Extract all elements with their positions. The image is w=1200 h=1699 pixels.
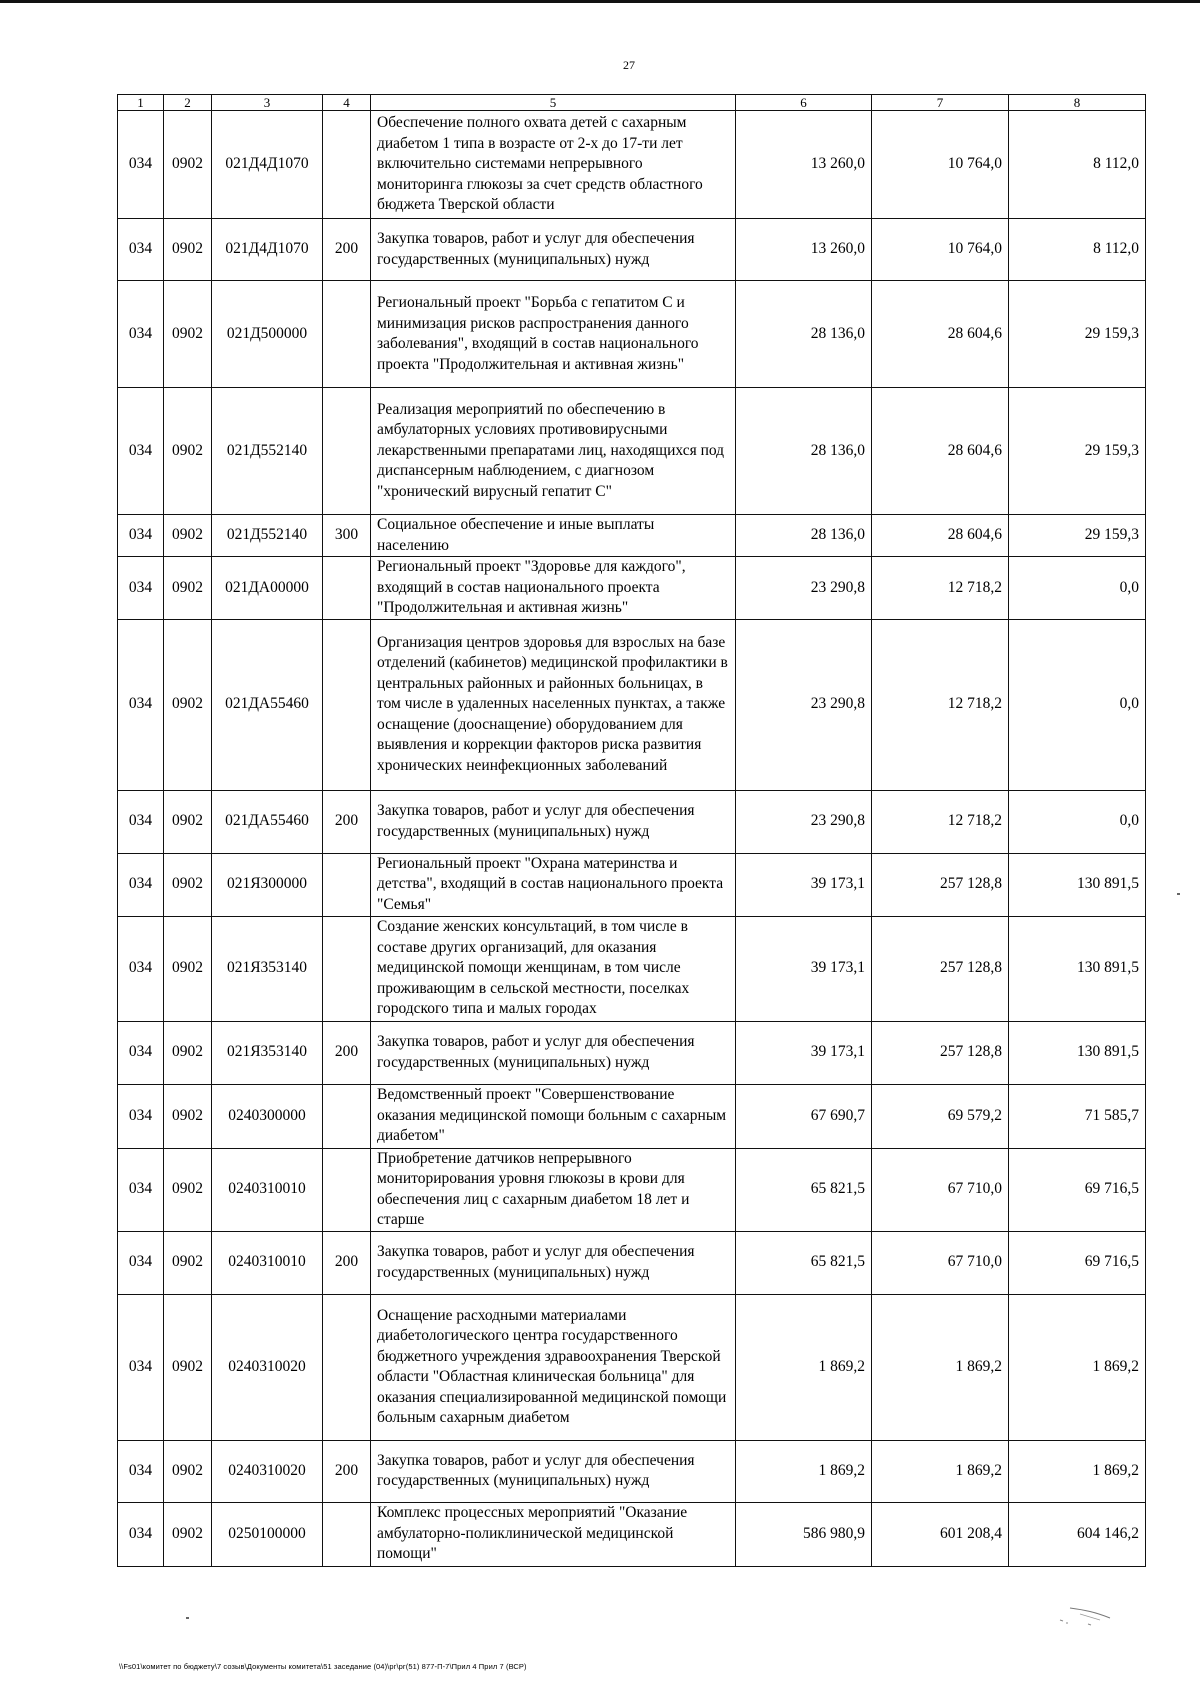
cell-section-code: 034 bbox=[118, 790, 164, 853]
cell-subsection-code: 0902 bbox=[164, 557, 212, 620]
cell-amount-col8: 130 891,5 bbox=[1009, 916, 1146, 1021]
cell-amount-col6: 28 136,0 bbox=[736, 388, 872, 515]
cell-amount-col6: 23 290,8 bbox=[736, 790, 872, 853]
cell-expense-type: 200 bbox=[323, 790, 371, 853]
cell-section-code: 034 bbox=[118, 557, 164, 620]
cell-target-article: 0240310020 bbox=[212, 1440, 323, 1502]
cell-subsection-code: 0902 bbox=[164, 619, 212, 790]
cell-section-code: 034 bbox=[118, 916, 164, 1021]
table-row bbox=[118, 1021, 1146, 1084]
cell-description: Ведомственный проект "Совершенствование оказания медицинской помощи больным с сахарным диабетом" bbox=[371, 1084, 736, 1148]
cell-description: Социальное обеспечение и иные выплаты населению bbox=[371, 515, 736, 557]
cell-expense-type bbox=[323, 1084, 371, 1148]
cell-amount-col8: 29 159,3 bbox=[1009, 515, 1146, 557]
cell-expense-type bbox=[323, 1294, 371, 1440]
cell-expense-type: 200 bbox=[323, 1440, 371, 1502]
cell-amount-col6: 65 821,5 bbox=[736, 1148, 872, 1231]
cell-amount-col7: 10 764,0 bbox=[872, 111, 1009, 219]
table-row bbox=[118, 1231, 1146, 1294]
cell-description: Закупка товаров, работ и услуг для обеспечения государственных (муниципальных) нужд bbox=[371, 790, 736, 853]
cell-amount-col7: 12 718,2 bbox=[872, 619, 1009, 790]
cell-subsection-code: 0902 bbox=[164, 1502, 212, 1566]
table-row bbox=[118, 790, 1146, 853]
cell-amount-col7: 69 579,2 bbox=[872, 1084, 1009, 1148]
column-number-row bbox=[118, 95, 1146, 111]
cell-subsection-code: 0902 bbox=[164, 1148, 212, 1231]
budget-table bbox=[117, 94, 1146, 1567]
cell-section-code: 034 bbox=[118, 515, 164, 557]
cell-description: Организация центров здоровья для взрослых на базе отделений (кабинетов) медицинской профилактики в центральных районных и районных больницах, в том числе в удаленных населенных пунктах, а также оснащение (дооснащение) оборудованием для выявления и коррекции факторов риска развития хронических неинфекционных заболеваний bbox=[371, 619, 736, 790]
cell-subsection-code: 0902 bbox=[164, 219, 212, 281]
cell-subsection-code: 0902 bbox=[164, 853, 212, 916]
cell-target-article: 021Д552140 bbox=[212, 515, 323, 557]
cell-expense-type: 200 bbox=[323, 1231, 371, 1294]
cell-amount-col8: 0,0 bbox=[1009, 557, 1146, 620]
cell-expense-type bbox=[323, 1148, 371, 1231]
cell-amount-col6: 586 980,9 bbox=[736, 1502, 872, 1566]
cell-target-article: 0240300000 bbox=[212, 1084, 323, 1148]
cell-amount-col6: 67 690,7 bbox=[736, 1084, 872, 1148]
cell-section-code: 034 bbox=[118, 1231, 164, 1294]
cell-section-code: 034 bbox=[118, 1021, 164, 1084]
cell-section-code: 034 bbox=[118, 619, 164, 790]
cell-target-article: 021Я353140 bbox=[212, 916, 323, 1021]
cell-description: Закупка товаров, работ и услуг для обеспечения государственных (муниципальных) нужд bbox=[371, 1231, 736, 1294]
cell-expense-type: 200 bbox=[323, 219, 371, 281]
table-row bbox=[118, 388, 1146, 515]
column-header: 3 bbox=[212, 95, 323, 111]
cell-expense-type bbox=[323, 853, 371, 916]
column-header: 6 bbox=[736, 95, 872, 111]
cell-subsection-code: 0902 bbox=[164, 1231, 212, 1294]
cell-expense-type: 200 bbox=[323, 1021, 371, 1084]
cell-amount-col8: 130 891,5 bbox=[1009, 853, 1146, 916]
cell-amount-col7: 12 718,2 bbox=[872, 790, 1009, 853]
cell-expense-type bbox=[323, 281, 371, 388]
cell-target-article: 021Д4Д1070 bbox=[212, 111, 323, 219]
cell-expense-type bbox=[323, 557, 371, 620]
cell-amount-col6: 65 821,5 bbox=[736, 1231, 872, 1294]
cell-amount-col7: 28 604,6 bbox=[872, 281, 1009, 388]
cell-target-article: 0240310010 bbox=[212, 1148, 323, 1231]
cell-amount-col6: 13 260,0 bbox=[736, 219, 872, 281]
table-row bbox=[118, 1084, 1146, 1148]
cell-amount-col6: 28 136,0 bbox=[736, 515, 872, 557]
cell-amount-col8: 1 869,2 bbox=[1009, 1440, 1146, 1502]
cell-description: Реализация мероприятий по обеспечению в амбулаторных условиях противовирусными лекарственными препаратами лиц, находящихся под диспансерным наблюдением, с диагнозом "хронический вирусный гепатит С" bbox=[371, 388, 736, 515]
cell-amount-col7: 257 128,8 bbox=[872, 853, 1009, 916]
column-header: 4 bbox=[323, 95, 371, 111]
column-header: 1 bbox=[118, 95, 164, 111]
cell-subsection-code: 0902 bbox=[164, 281, 212, 388]
table-row bbox=[118, 515, 1146, 557]
cell-subsection-code: 0902 bbox=[164, 1294, 212, 1440]
scan-speck bbox=[1177, 893, 1180, 895]
table-row bbox=[118, 1502, 1146, 1566]
cell-subsection-code: 0902 bbox=[164, 1021, 212, 1084]
table-row bbox=[118, 1294, 1146, 1440]
cell-target-article: 021ДА55460 bbox=[212, 790, 323, 853]
cell-amount-col6: 39 173,1 bbox=[736, 1021, 872, 1084]
cell-subsection-code: 0902 bbox=[164, 111, 212, 219]
cell-subsection-code: 0902 bbox=[164, 916, 212, 1021]
cell-amount-col6: 1 869,2 bbox=[736, 1440, 872, 1502]
cell-target-article: 021Д4Д1070 bbox=[212, 219, 323, 281]
cell-description: Создание женских консультаций, в том числе в составе других организаций, для оказания медицинской помощи женщинам, в том числе проживающим в сельской местности, поселках городского типа и малых городах bbox=[371, 916, 736, 1021]
cell-amount-col8: 604 146,2 bbox=[1009, 1502, 1146, 1566]
table-row bbox=[118, 853, 1146, 916]
cell-section-code: 034 bbox=[118, 1084, 164, 1148]
cell-expense-type bbox=[323, 916, 371, 1021]
cell-amount-col8: 1 869,2 bbox=[1009, 1294, 1146, 1440]
column-header: 7 bbox=[872, 95, 1009, 111]
column-header: 5 bbox=[371, 95, 736, 111]
cell-amount-col7: 12 718,2 bbox=[872, 557, 1009, 620]
cell-amount-col6: 23 290,8 bbox=[736, 619, 872, 790]
cell-amount-col6: 39 173,1 bbox=[736, 853, 872, 916]
handwritten-mark bbox=[1040, 1590, 1130, 1630]
cell-target-article: 021ДА00000 bbox=[212, 557, 323, 620]
cell-amount-col8: 0,0 bbox=[1009, 619, 1146, 790]
cell-section-code: 034 bbox=[118, 1148, 164, 1231]
cell-target-article: 021Я300000 bbox=[212, 853, 323, 916]
column-header: 8 bbox=[1009, 95, 1146, 111]
cell-target-article: 021Д500000 bbox=[212, 281, 323, 388]
cell-subsection-code: 0902 bbox=[164, 1084, 212, 1148]
cell-description: Закупка товаров, работ и услуг для обеспечения государственных (муниципальных) нужд bbox=[371, 219, 736, 281]
table-row bbox=[118, 111, 1146, 219]
cell-expense-type: 300 bbox=[323, 515, 371, 557]
cell-amount-col6: 13 260,0 bbox=[736, 111, 872, 219]
cell-description: Комплекс процессных мероприятий "Оказание амбулаторно-поликлинической медицинской помощи" bbox=[371, 1502, 736, 1566]
cell-description: Приобретение датчиков непрерывного мониторирования уровня глюкозы в крови для обеспечения лиц с сахарным диабетом 18 лет и старше bbox=[371, 1148, 736, 1231]
cell-amount-col7: 1 869,2 bbox=[872, 1440, 1009, 1502]
table-row bbox=[118, 219, 1146, 281]
cell-description: Региональный проект "Здоровье для каждого", входящий в состав национального проекта "Продолжительная и активная жизнь" bbox=[371, 557, 736, 620]
cell-amount-col7: 1 869,2 bbox=[872, 1294, 1009, 1440]
cell-amount-col7: 601 208,4 bbox=[872, 1502, 1009, 1566]
column-header: 2 bbox=[164, 95, 212, 111]
cell-amount-col6: 1 869,2 bbox=[736, 1294, 872, 1440]
table-row bbox=[118, 557, 1146, 620]
cell-target-article: 021Д552140 bbox=[212, 388, 323, 515]
cell-amount-col8: 8 112,0 bbox=[1009, 219, 1146, 281]
cell-section-code: 034 bbox=[118, 1294, 164, 1440]
cell-amount-col6: 23 290,8 bbox=[736, 557, 872, 620]
cell-amount-col7: 257 128,8 bbox=[872, 916, 1009, 1021]
cell-amount-col8: 29 159,3 bbox=[1009, 388, 1146, 515]
table-row bbox=[118, 281, 1146, 388]
cell-amount-col8: 130 891,5 bbox=[1009, 1021, 1146, 1084]
cell-amount-col7: 10 764,0 bbox=[872, 219, 1009, 281]
table-row bbox=[118, 1440, 1146, 1502]
scan-top-edge bbox=[0, 0, 1200, 3]
cell-expense-type bbox=[323, 1502, 371, 1566]
cell-target-article: 021ДА55460 bbox=[212, 619, 323, 790]
cell-target-article: 021Я353140 bbox=[212, 1021, 323, 1084]
cell-amount-col8: 29 159,3 bbox=[1009, 281, 1146, 388]
page-number: 27 bbox=[623, 58, 635, 72]
cell-amount-col7: 67 710,0 bbox=[872, 1148, 1009, 1231]
cell-amount-col7: 67 710,0 bbox=[872, 1231, 1009, 1294]
cell-expense-type bbox=[323, 111, 371, 219]
cell-description: Региональный проект "Борьба с гепатитом С и минимизация рисков распространения данного заболевания", входящий в состав национального проекта "Продолжительная и активная жизнь" bbox=[371, 281, 736, 388]
cell-description: Обеспечение полного охвата детей с сахарным диабетом 1 типа в возрасте от 2-х до 17-ти лет включительно системами непрерывного мониторинга глюкозы за счет средств областного бюджета Тверской области bbox=[371, 111, 736, 219]
cell-amount-col7: 257 128,8 bbox=[872, 1021, 1009, 1084]
cell-description: Региональный проект "Охрана материнства и детства", входящий в состав национального проекта "Семья" bbox=[371, 853, 736, 916]
cell-description: Закупка товаров, работ и услуг для обеспечения государственных (муниципальных) нужд bbox=[371, 1021, 736, 1084]
cell-amount-col8: 8 112,0 bbox=[1009, 111, 1146, 219]
table-body bbox=[118, 111, 1146, 1567]
cell-amount-col8: 0,0 bbox=[1009, 790, 1146, 853]
cell-section-code: 034 bbox=[118, 111, 164, 219]
cell-target-article: 0240310010 bbox=[212, 1231, 323, 1294]
cell-description: Оснащение расходными материалами диабетологического центра государственного бюджетного учреждения здравоохранения Тверской области "Областная клиническая больница" для оказания специализированной медицинской помощи больным сахарным диабетом bbox=[371, 1294, 736, 1440]
cell-subsection-code: 0902 bbox=[164, 790, 212, 853]
cell-section-code: 034 bbox=[118, 1502, 164, 1566]
table-row bbox=[118, 1148, 1146, 1231]
cell-amount-col8: 71 585,7 bbox=[1009, 1084, 1146, 1148]
cell-section-code: 034 bbox=[118, 388, 164, 515]
cell-section-code: 034 bbox=[118, 1440, 164, 1502]
file-path-footer: \\Fs01\комитет по бюджету\7 созыв\Документы комитета\51 заседание (04)\рг\рг(51) 877-П-7\Прил 4 Прил 7 (ВСР) bbox=[119, 1662, 527, 1671]
cell-target-article: 0250100000 bbox=[212, 1502, 323, 1566]
cell-amount-col6: 39 173,1 bbox=[736, 916, 872, 1021]
cell-amount-col7: 28 604,6 bbox=[872, 515, 1009, 557]
cell-amount-col8: 69 716,5 bbox=[1009, 1148, 1146, 1231]
cell-expense-type bbox=[323, 388, 371, 515]
cell-description: Закупка товаров, работ и услуг для обеспечения государственных (муниципальных) нужд bbox=[371, 1440, 736, 1502]
cell-target-article: 0240310020 bbox=[212, 1294, 323, 1440]
cell-subsection-code: 0902 bbox=[164, 1440, 212, 1502]
cell-expense-type bbox=[323, 619, 371, 790]
cell-subsection-code: 0902 bbox=[164, 388, 212, 515]
cell-subsection-code: 0902 bbox=[164, 515, 212, 557]
table-row bbox=[118, 916, 1146, 1021]
cell-amount-col7: 28 604,6 bbox=[872, 388, 1009, 515]
cell-amount-col8: 69 716,5 bbox=[1009, 1231, 1146, 1294]
cell-section-code: 034 bbox=[118, 853, 164, 916]
cell-section-code: 034 bbox=[118, 219, 164, 281]
cell-amount-col6: 28 136,0 bbox=[736, 281, 872, 388]
cell-section-code: 034 bbox=[118, 281, 164, 388]
table-row bbox=[118, 619, 1146, 790]
scan-speck bbox=[186, 1617, 189, 1619]
